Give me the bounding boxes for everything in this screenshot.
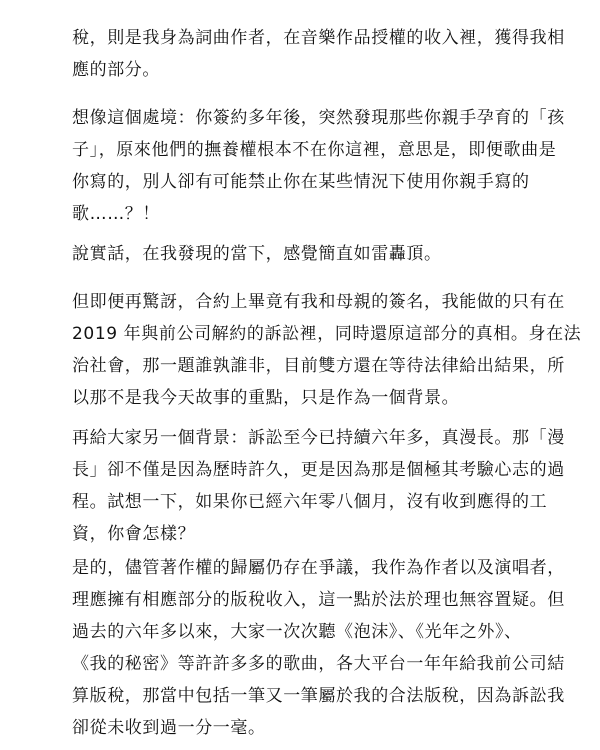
text-line: 以那不是我今天故事的重點，只是作為一個背景。	[72, 388, 460, 408]
text-line: 是的，儘管著作權的歸屬仍存在爭議，我作為作者以及演唱者，	[72, 558, 565, 578]
text-line: 但即便再驚訝，合約上畢竟有我和母親的簽名，我能做的只有在	[72, 292, 565, 312]
paragraph-5	[72, 422, 565, 550]
text-line: 稅，則是我身為詞曲作者，在音樂作品授權的收入裡，獲得我相	[72, 28, 565, 48]
paragraph-1	[72, 22, 565, 86]
text-line: 過去的六年多以來，大家一次次聽《泡沫》、《光年之外》、	[72, 622, 522, 642]
paragraph-3	[72, 238, 532, 270]
text-line: 你寫的，別人卻有可能禁止你在某些情況下使用你親手寫的	[72, 172, 530, 192]
text-line: 資，你會怎樣？	[72, 524, 196, 544]
text-line: 算版稅，那當中包括一筆又一筆屬於我的合法版稅，因為訴訟我	[72, 686, 565, 706]
text-line: 子」，原來他們的撫養權根本不在你這裡，意思是，即便歌曲是	[72, 140, 557, 160]
paragraph-4	[72, 286, 582, 414]
text-line: 再給大家另一個背景：訴訟至今已持續六年多，真漫長。那「漫	[72, 428, 565, 448]
text-line: 《我的秘密》等許許多多的歌曲，各大平台一年年給我前公司結	[72, 654, 565, 674]
text-line: 長」卻不僅是因為歷時許久，更是因為那是個極其考驗心志的過	[72, 460, 565, 480]
text-line: 想像這個處境：你簽約多年後，突然發現那些你親手孕育的「孩	[72, 108, 565, 128]
text-line: 應的部分。	[72, 60, 160, 80]
text-line: 理應擁有相應部分的版稅收入，這一點於法於理也無容置疑。但	[72, 590, 565, 610]
paragraph-6	[72, 552, 565, 744]
text-line: 2019 年與前公司解約的訴訟裡，同時還原這部分的真相。身在法	[72, 324, 582, 344]
paragraph-2	[72, 102, 565, 230]
text-line: 說實話，在我發現的當下，感覺簡直如雷轟頂。	[72, 244, 442, 264]
text-line: 程。試想一下，如果你已經六年零八個月，沒有收到應得的工	[72, 492, 548, 512]
text-line: 治社會，那一題誰孰誰非，目前雙方還在等待法律給出結果，所	[72, 356, 565, 376]
text-line: 歌……？！	[72, 204, 160, 224]
text-line: 卻從未收到過一分一毫。	[72, 718, 266, 738]
